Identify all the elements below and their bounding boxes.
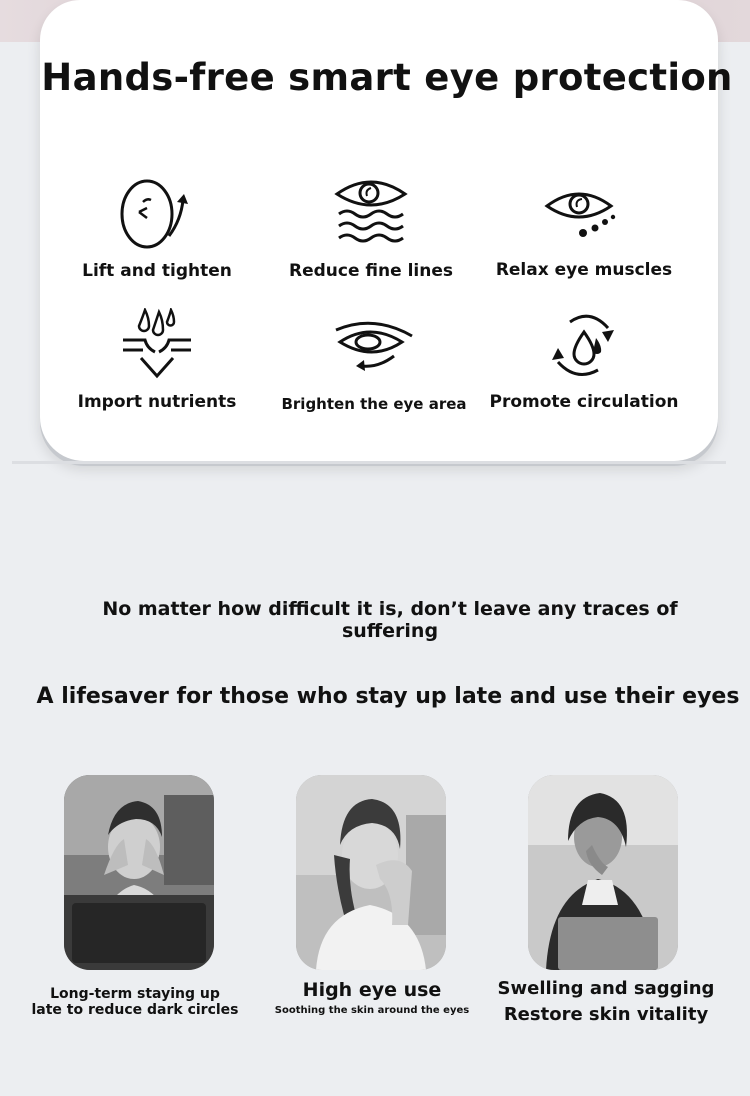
caption-swelling [490, 976, 722, 1028]
feature-label-relax: Relax eye muscles [495, 260, 673, 280]
photo-tired-woman-desk [64, 775, 214, 970]
quote-line-2: suffering [341, 620, 439, 642]
eye-wave-icon [261, 176, 481, 250]
eye-brighten-icon [264, 318, 484, 374]
caption-high-eye-use [262, 978, 482, 1018]
quote-text [0, 598, 750, 642]
section-subtitle: A lifesaver for those who stay up late and use their eyes [36, 684, 740, 709]
caption-swelling-line1: Swelling and sagging [497, 978, 715, 999]
caption-dark-circles-line1: Long-term staying up [50, 986, 220, 1002]
feature-nutrients [47, 308, 267, 418]
caption-high-eye-use-line1: High eye use [302, 979, 442, 1001]
caption-dark-circles-line2: late to reduce dark circles [31, 1002, 239, 1018]
feature-relax [474, 180, 694, 286]
caption-dark-circles [22, 986, 248, 1018]
feature-label-lift: Lift and tighten [82, 261, 232, 281]
feature-label-circulation: Promote circulation [489, 392, 679, 412]
quote-line-1: No matter how difficult it is, don’t leave any traces of [102, 598, 678, 620]
feature-circulation [474, 310, 694, 418]
feature-fine-lines [261, 176, 481, 286]
feature-label-nutrients: Import nutrients [77, 392, 237, 412]
nutrient-drops-icon [47, 308, 267, 380]
caption-swelling-line2: Restore skin vitality [503, 1004, 709, 1025]
circulation-icon [474, 310, 694, 380]
feature-lift [47, 176, 267, 286]
caption-high-eye-use-line2: Soothing the skin around the eyes [274, 1005, 470, 1016]
feature-brighten [264, 318, 484, 418]
face-lift-icon [47, 176, 267, 252]
card-shadow-line [12, 461, 726, 464]
page-title: Hands-free smart eye protection [41, 56, 733, 99]
feature-label-fine-lines: Reduce fine lines [289, 261, 453, 281]
photo-woman-rubbing-eyes [296, 775, 446, 970]
photo-woman-laptop [528, 775, 678, 970]
feature-label-brighten: Brighten the eye area [281, 395, 467, 413]
eye-relax-icon [474, 180, 694, 240]
